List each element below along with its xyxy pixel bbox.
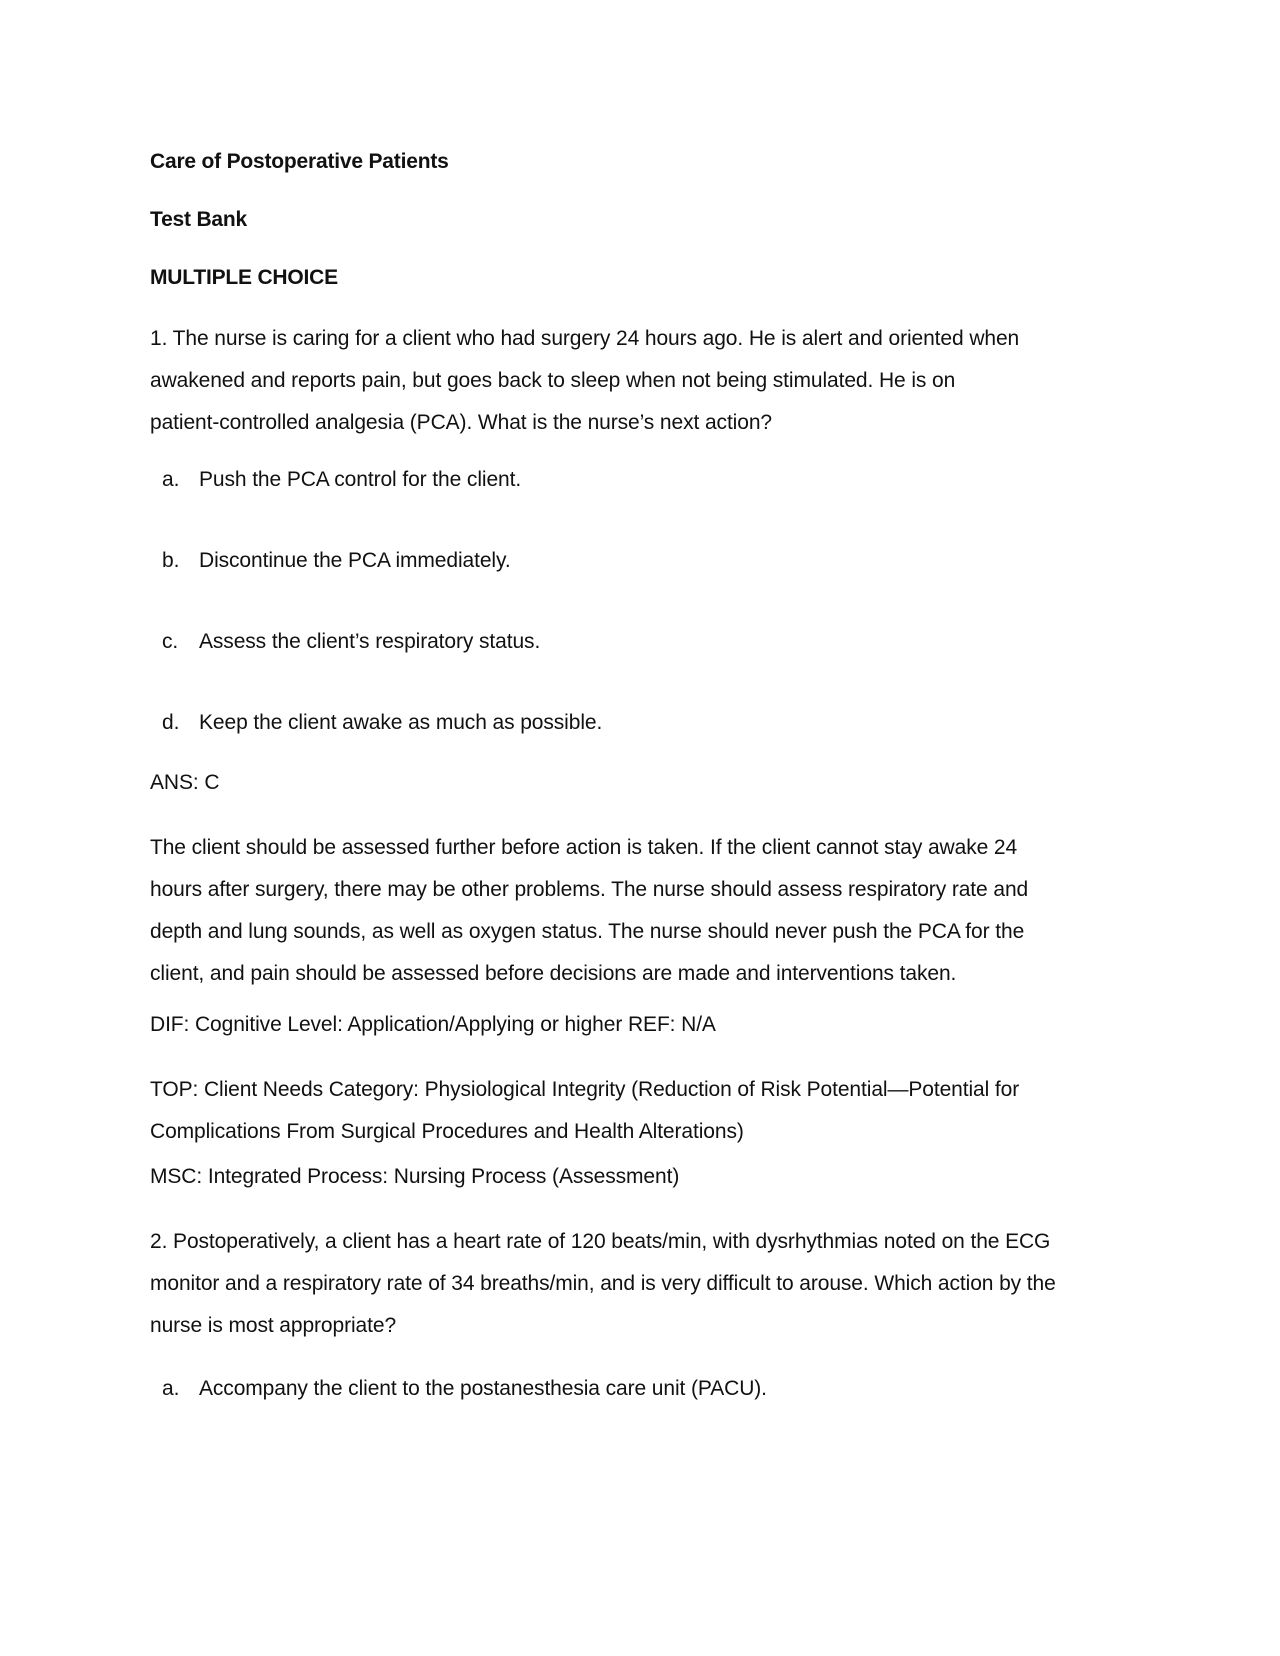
option-text: Assess the client’s respiratory status. bbox=[199, 630, 541, 653]
question-stem: 1. The nurse is caring for a client who had surgery 24 hours ago. He is alert and oriented when awakened and reports pain, but goes back to sleep when not being stimulated. He is on patient-controlled analgesia (PCA). What is the nurse’s next action? bbox=[150, 327, 1020, 434]
answer-option-c bbox=[150, 628, 1110, 656]
answer-option-a bbox=[150, 466, 1110, 494]
document-title: Care of Postoperative Patients bbox=[150, 150, 449, 173]
option-text: Push the PCA control for the client. bbox=[199, 468, 522, 491]
answer-option-b bbox=[150, 547, 1110, 575]
answer-options bbox=[150, 466, 1110, 737]
document-content bbox=[150, 148, 1110, 1403]
option-letter: d. bbox=[162, 711, 180, 734]
answer-option-a bbox=[150, 1375, 1110, 1403]
rationale: The client should be assessed further before action is taken. If the client cannot stay awake 24 hours after surgery, there may be other problems. The nurse should assess respiratory rate and depth and lung sounds, as well as oxygen status. The nurse should never push the PCA for the client, and pain should be assessed before decisions are made and interventions taken. bbox=[150, 836, 1029, 985]
difficulty-line: DIF: Cognitive Level: Application/Applying or higher REF: N/A bbox=[150, 1013, 716, 1036]
question-1 bbox=[150, 318, 1110, 1191]
document-subtitle: Test Bank bbox=[150, 208, 248, 231]
question-stem: 2. Postoperatively, a client has a heart rate of 120 beats/min, with dysrhythmias noted on the ECG monitor and a respiratory rate of 34 breaths/min, and is very difficult to arouse. Which action by the nurse is most appropriate? bbox=[150, 1230, 1056, 1337]
topic-line: TOP: Client Needs Category: Physiological Integrity (Reduction of Risk Potential—Potential for Complications From Surgical Procedures and Health Alterations) bbox=[150, 1078, 1020, 1143]
option-text: Discontinue the PCA immediately. bbox=[199, 549, 511, 572]
option-letter: b. bbox=[162, 549, 180, 572]
answer-options bbox=[150, 1375, 1110, 1403]
option-letter: a. bbox=[162, 468, 180, 491]
answer-option-d bbox=[150, 709, 1110, 737]
option-text: Accompany the client to the postanesthesia care unit (PACU). bbox=[199, 1377, 767, 1400]
option-letter: c. bbox=[162, 630, 179, 653]
option-text: Keep the client awake as much as possible. bbox=[199, 711, 603, 734]
section-heading: MULTIPLE CHOICE bbox=[150, 266, 338, 289]
option-letter: a. bbox=[162, 1377, 180, 1400]
question-2 bbox=[150, 1221, 1110, 1403]
msc-line: MSC: Integrated Process: Nursing Process (Assessment) bbox=[150, 1165, 680, 1188]
answer-key: ANS: C bbox=[150, 771, 220, 794]
